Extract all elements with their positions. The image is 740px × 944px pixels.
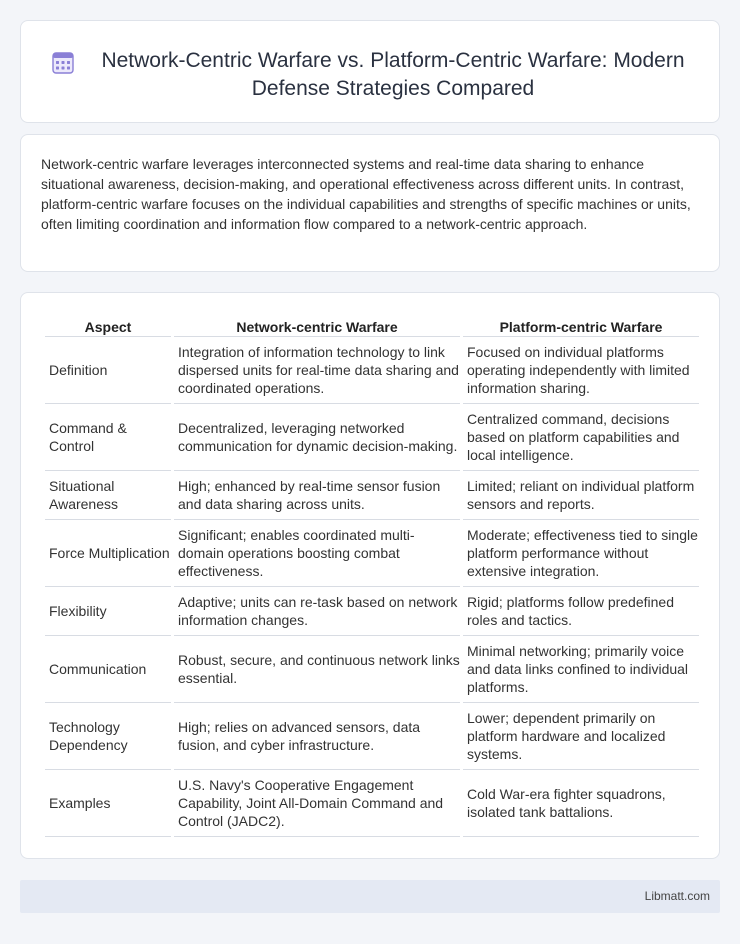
table-row [45, 587, 699, 636]
table-grid-icon [52, 52, 74, 74]
footer-bar [20, 880, 720, 913]
comparison-table [42, 315, 702, 837]
table-row [45, 471, 699, 520]
network-centric-cell: Integration of information technology to link dispersed units for real-time data sharing and coordinated operations. [174, 337, 460, 404]
network-centric-cell: Adaptive; units can re-task based on network information changes. [174, 587, 460, 636]
table-row [45, 337, 699, 404]
table-header-row [45, 315, 699, 337]
header-card [20, 20, 720, 123]
network-centric-cell: High; enhanced by real-time sensor fusion and data sharing across units. [174, 471, 460, 520]
table-row [45, 636, 699, 703]
intro-paragraph: Network-centric warfare leverages interconnected systems and real-time data sharing to enhance situational awareness, decision-making, and operational effectiveness across different units. In contrast, platform-centric warfare focuses on the individual capabilities and strengths of specific machines or units, often limiting coordination and information flow compared to a network-centric approach. [41, 156, 691, 232]
comparison-card [20, 292, 720, 859]
platform-centric-cell: Minimal networking; primarily voice and data links confined to individual platforms. [463, 636, 699, 703]
platform-centric-cell: Limited; reliant on individual platform sensors and reports. [463, 471, 699, 520]
platform-centric-cell: Moderate; effectiveness tied to single platform performance without extensive integration. [463, 520, 699, 587]
table-row [45, 770, 699, 837]
network-centric-cell: Significant; enables coordinated multi-domain operations boosting combat effectiveness. [174, 520, 460, 587]
table-row [45, 404, 699, 471]
table-row [45, 520, 699, 587]
aspect-cell: Examples [45, 770, 171, 837]
platform-centric-cell: Cold War-era fighter squadrons, isolated tank battalions. [463, 770, 699, 837]
platform-centric-cell: Lower; dependent primarily on platform hardware and localized systems. [463, 703, 699, 770]
platform-centric-cell: Centralized command, decisions based on platform capabilities and local intelligence. [463, 404, 699, 471]
platform-centric-cell: Rigid; platforms follow predefined roles and tactics. [463, 587, 699, 636]
network-centric-cell: Decentralized, leveraging networked communication for dynamic decision-making. [174, 404, 460, 471]
column-header-platform-centric: Platform-centric Warfare [463, 315, 699, 337]
footer-site-link[interactable]: Libmatt.com [644, 889, 710, 903]
network-centric-cell: Robust, secure, and continuous network links essential. [174, 636, 460, 703]
column-header-aspect: Aspect [45, 315, 171, 337]
aspect-cell: Flexibility [45, 587, 171, 636]
platform-centric-cell: Focused on individual platforms operating independently with limited information sharing. [463, 337, 699, 404]
network-centric-cell: High; relies on advanced sensors, data fusion, and cyber infrastructure. [174, 703, 460, 770]
aspect-cell: Force Multiplication [45, 520, 171, 587]
aspect-cell: Technology Dependency [45, 703, 171, 770]
column-header-network-centric: Network-centric Warfare [174, 315, 460, 337]
aspect-cell: Communication [45, 636, 171, 703]
table-row [45, 703, 699, 770]
intro-card [20, 134, 720, 272]
aspect-cell: Definition [45, 337, 171, 404]
page-title: Network-Centric Warfare vs. Platform-Centric Warfare: Modern Defense Strategies Compared [101, 49, 685, 100]
aspect-cell: Situational Awareness [45, 471, 171, 520]
aspect-cell: Command & Control [45, 404, 171, 471]
network-centric-cell: U.S. Navy's Cooperative Engagement Capability, Joint All-Domain Command and Control (JADC2). [174, 770, 460, 837]
